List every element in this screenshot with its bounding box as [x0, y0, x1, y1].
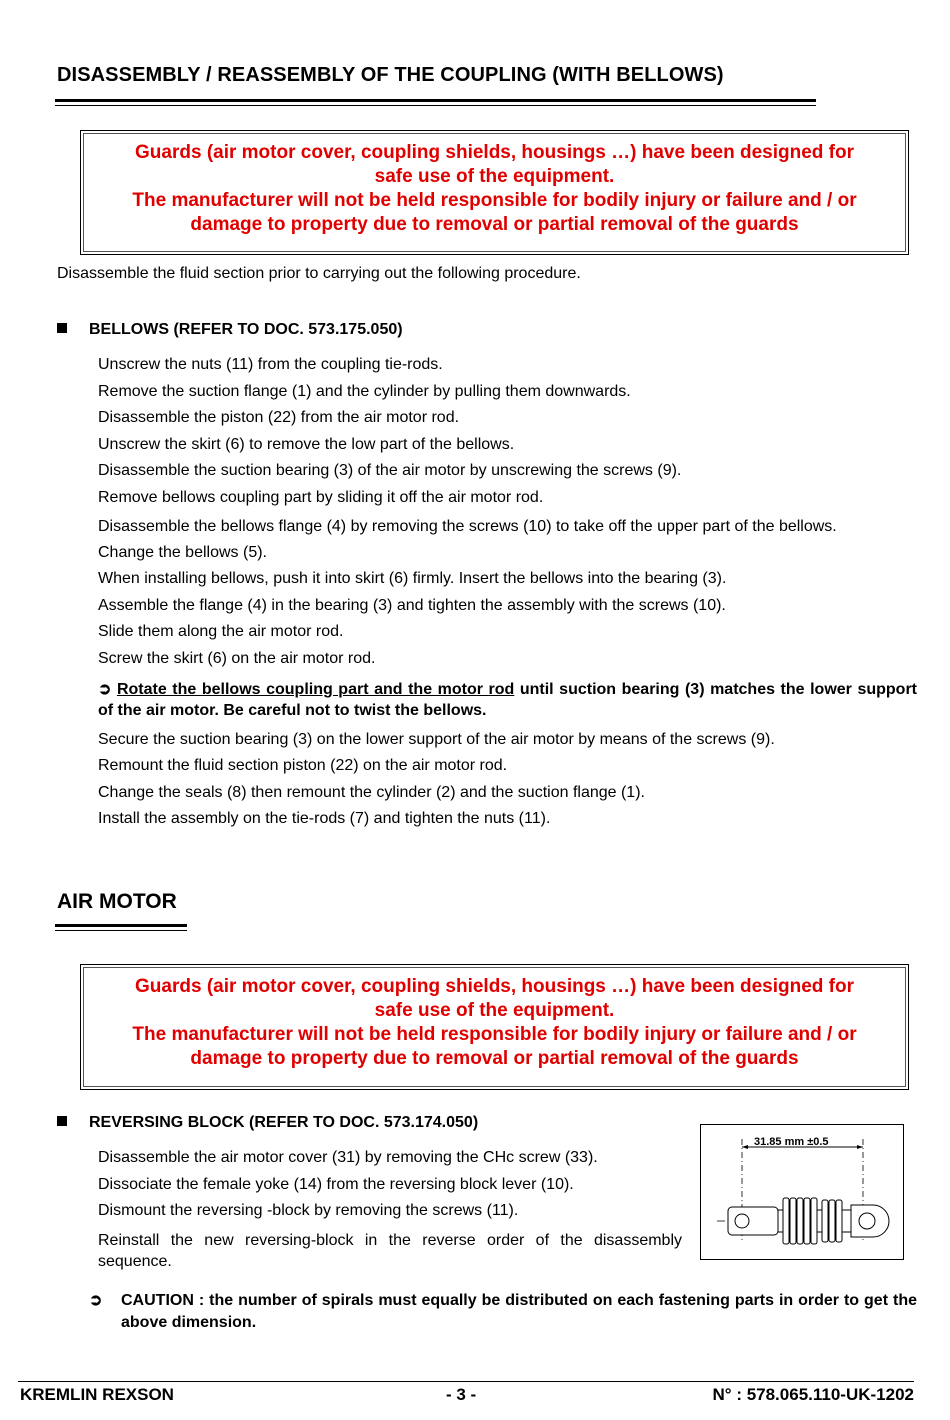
bellows-steps [98, 352, 917, 833]
list-item: Remove bellows coupling part by sliding it off the air motor rod. [98, 488, 544, 506]
list-item: Assemble the flange (4) in the bearing (3) and tighten the assembly with the screws (10). [98, 596, 726, 614]
square-bullet-icon [57, 323, 67, 333]
bellows-dimension-figure [700, 1124, 904, 1260]
list-item: Change the bellows (5). [98, 543, 267, 561]
arrow-icon: ➲ [89, 1292, 103, 1309]
footer-company: KREMLIN REXSON [20, 1385, 174, 1404]
list-item: Unscrew the nuts (11) from the coupling tie-rods. [98, 356, 443, 373]
list-item: Install the assembly on the tie-rods (7) and tighten the nuts (11). [98, 810, 551, 828]
list-item: Dismount the reversing -block by removing the screws (11). [98, 1202, 519, 1220]
list-item: Dissociate the female yoke (14) from the reversing block lever (10). [98, 1175, 574, 1193]
reversing-block-steps [98, 1145, 682, 1275]
warning-line-3: The manufacturer will not be held responsible for bodily injury or failure and / or [132, 190, 857, 211]
footer-document-number: N° : 578.065.110-UK-1202 [712, 1385, 914, 1404]
list-item: Reinstall the new reversing-block in the reverse order of the disassembly sequence. [98, 1231, 682, 1270]
footer-rule [18, 1381, 914, 1382]
list-item: Slide them along the air motor rod. [98, 623, 344, 641]
warning-line-1: Guards (air motor cover, coupling shields, housings …) have been designed for [135, 142, 854, 163]
warning-line-4: damage to property due to removal or partial removal of the guards [190, 1048, 799, 1069]
reversing-block-heading [57, 1114, 478, 1132]
page-title: DISASSEMBLY / REASSEMBLY OF THE COUPLING (WITH BELLOWS) [57, 64, 724, 86]
rotate-note-underlined: Rotate the bellows coupling part and the motor rod [116, 680, 515, 698]
square-bullet-icon [57, 1116, 67, 1126]
caution-text: CAUTION : the number of spirals must equally be distributed on each fastening parts in order to get the above dimension. [121, 1292, 917, 1331]
warning-line-2: safe use of the equipment. [374, 1000, 615, 1021]
title-underline [55, 99, 816, 106]
list-item: When installing bellows, push it into skirt (6) firmly. Insert the bellows into the bearing (3). [98, 570, 727, 588]
air-motor-title: AIR MOTOR [57, 890, 177, 913]
footer-page-number: - 3 - [446, 1385, 477, 1404]
dimension-label: 31.85 mm ±0.5 [754, 1136, 829, 1148]
intro-paragraph: Disassemble the fluid section prior to carrying out the following procedure. [57, 265, 581, 282]
list-item: Disassemble the bellows flange (4) by removing the screws (10) to take off the upper part of the bellows. [98, 517, 837, 535]
guards-warning-box-2 [80, 964, 909, 1090]
list-item: Screw the skirt (6) on the air motor rod. [98, 649, 376, 667]
warning-line-3: The manufacturer will not be held responsible for bodily injury or failure and / or [132, 1024, 857, 1045]
air-motor-underline [55, 924, 187, 931]
warning-line-2: safe use of the equipment. [374, 166, 615, 187]
list-item: Secure the suction bearing (3) on the lower support of the air motor by means of the screws (9). [98, 730, 775, 748]
rotate-note [98, 679, 917, 721]
list-item: Disassemble the suction bearing (3) of the air motor by unscrewing the screws (9). [98, 462, 682, 480]
rotate-note-rest: until suction bearing (3) matches the lower support of the air motor. Be careful not to twist the bellows. [98, 680, 917, 719]
list-item: Remove the suction flange (1) and the cylinder by pulling them downwards. [98, 382, 631, 400]
arrow-icon: ➲ [98, 680, 112, 698]
bellows-heading [57, 321, 403, 339]
list-item: Change the seals (8) then remount the cylinder (2) and the suction flange (1). [98, 783, 645, 801]
warning-line-4: damage to property due to removal or partial removal of the guards [190, 214, 799, 235]
caution-note [89, 1290, 917, 1334]
warning-line-1: Guards (air motor cover, coupling shields, housings …) have been designed for [135, 976, 854, 997]
bellows-heading-text: BELLOWS (REFER TO DOC. 573.175.050) [89, 321, 403, 338]
list-item: Disassemble the air motor cover (31) by removing the CHc screw (33). [98, 1149, 598, 1166]
list-item: Unscrew the skirt (6) to remove the low part of the bellows. [98, 435, 515, 453]
bellows-drawing [701, 1125, 903, 1259]
reversing-block-heading-text: REVERSING BLOCK (REFER TO DOC. 573.174.050) [89, 1114, 479, 1131]
list-item: Remount the fluid section piston (22) on the air motor rod. [98, 757, 508, 775]
list-item: Disassemble the piston (22) from the air motor rod. [98, 409, 460, 427]
guards-warning-box [80, 130, 909, 255]
